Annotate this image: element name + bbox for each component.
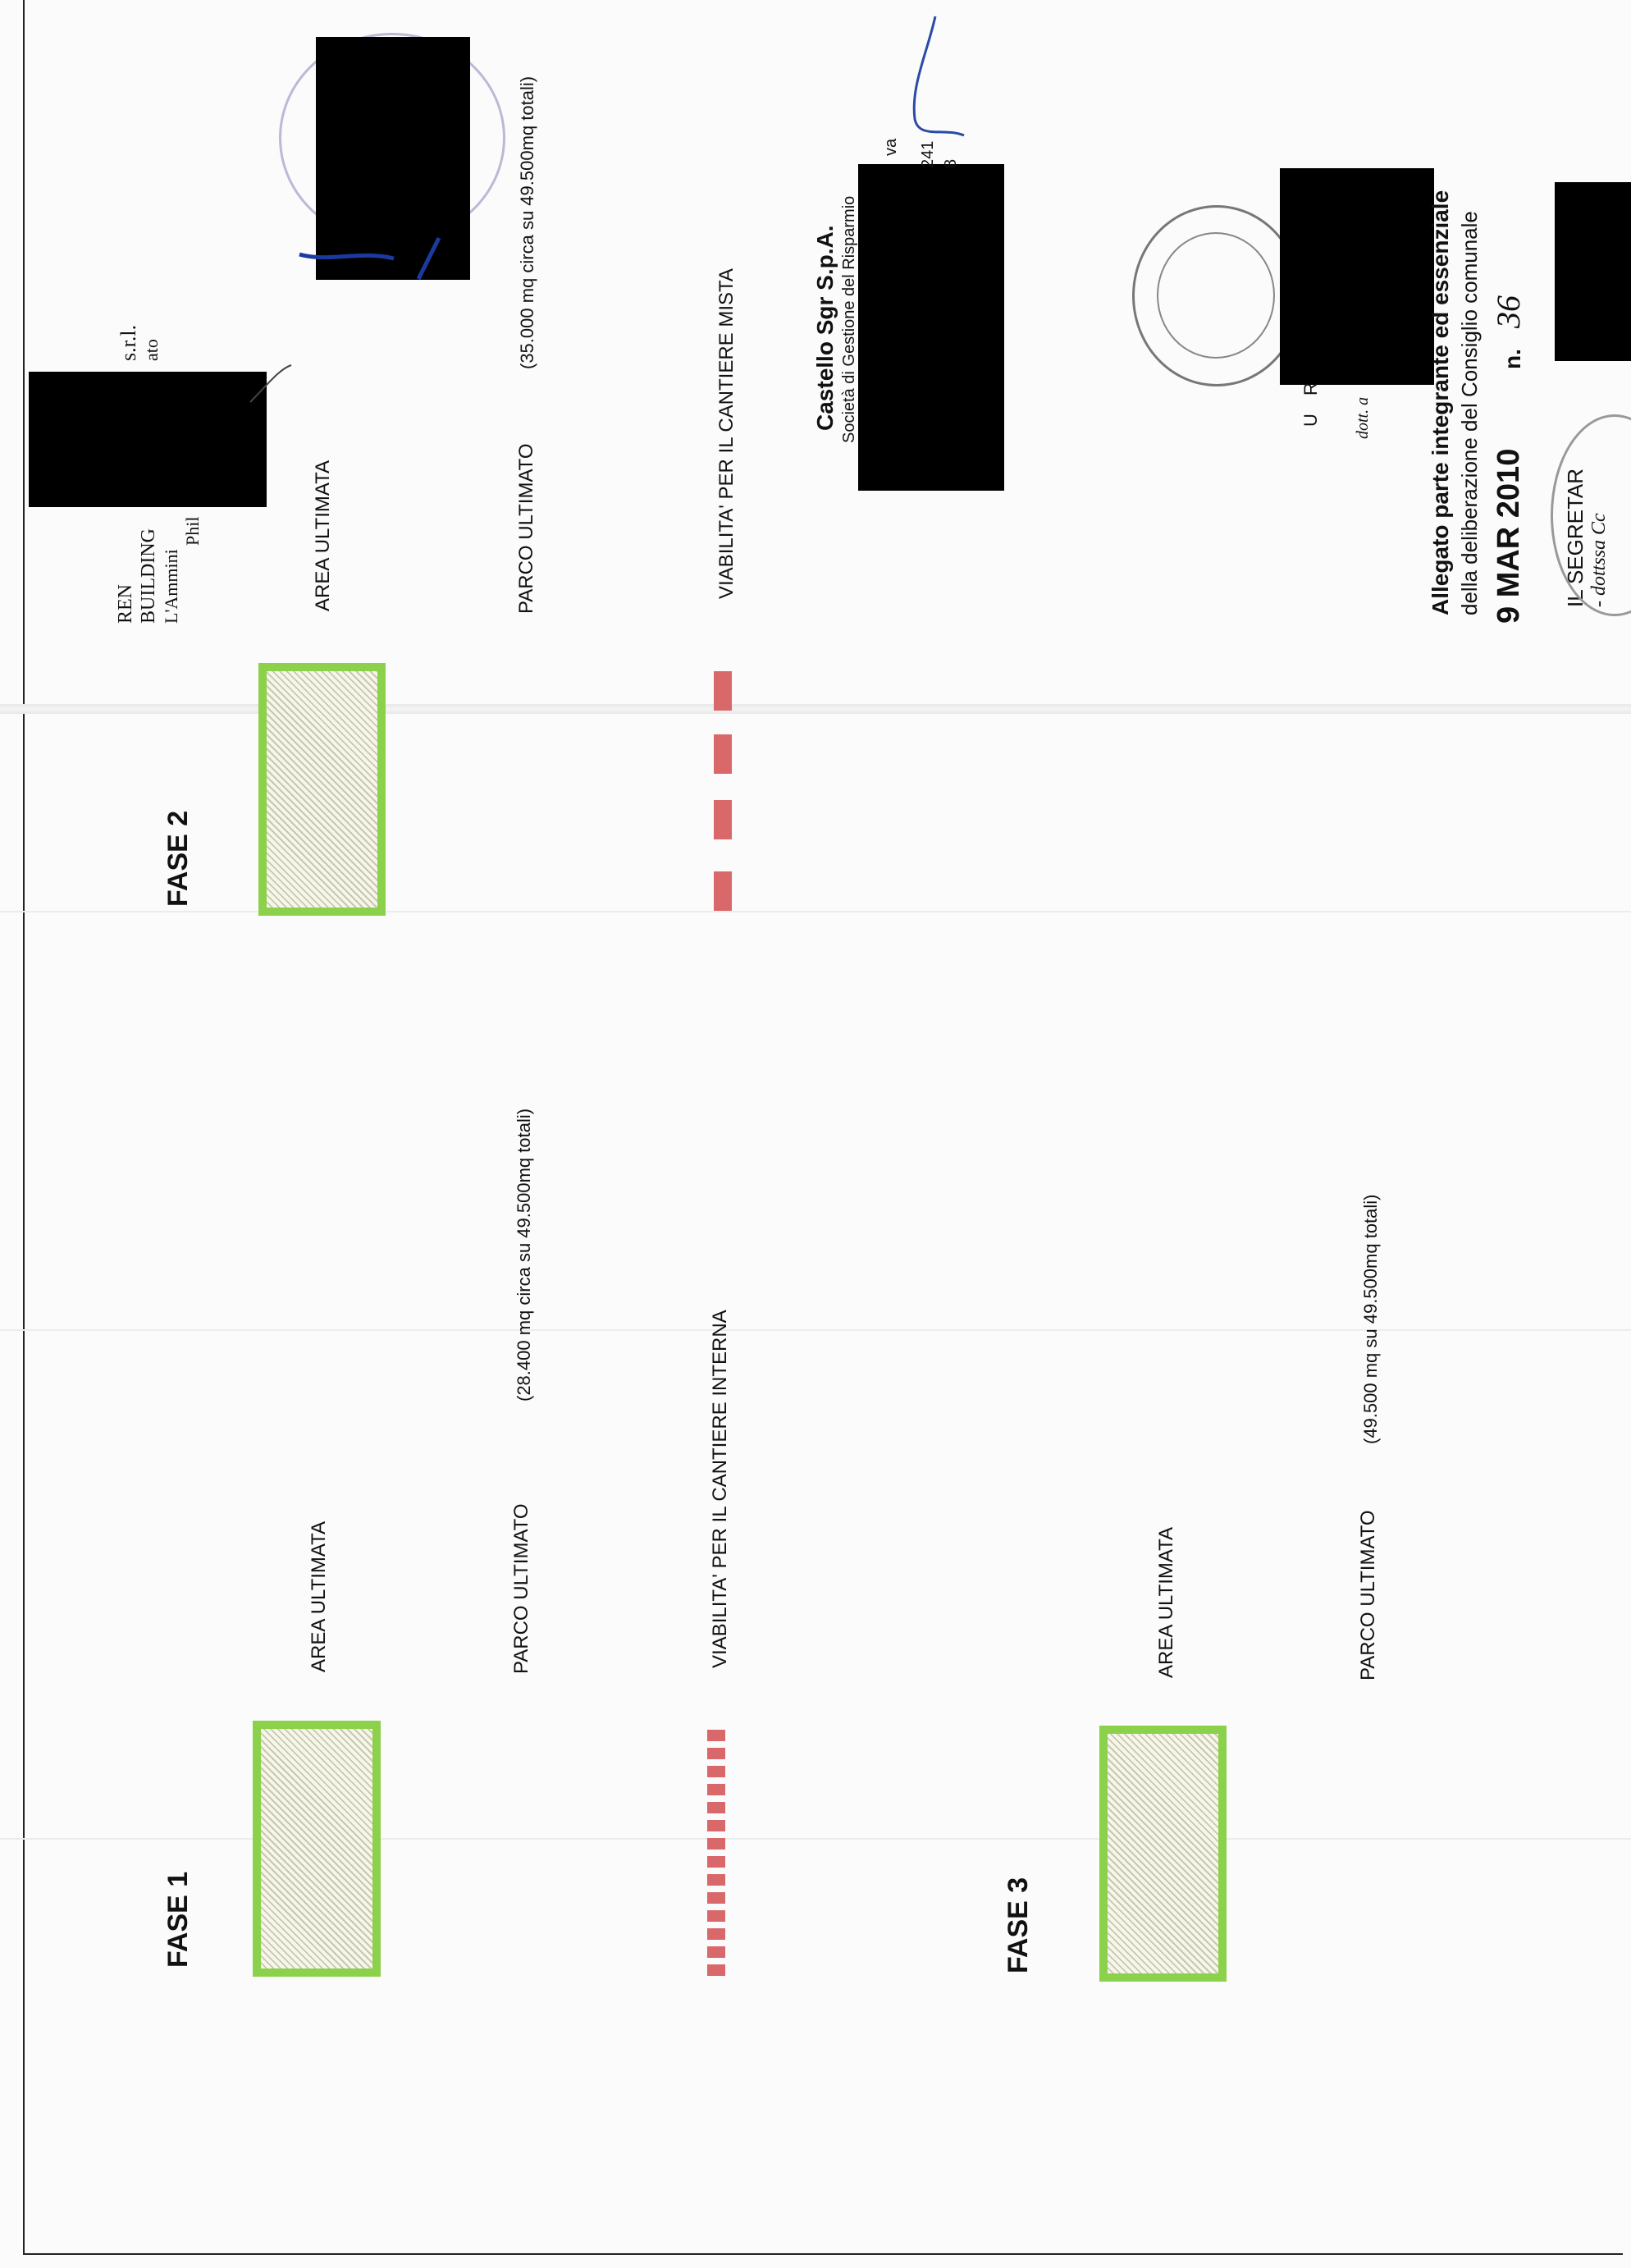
- fase1-title: FASE 1: [162, 1871, 194, 1968]
- redaction-block: [29, 372, 267, 507]
- fase1-parco-note: (28.400 mq circa su 49.500mq totali): [514, 1108, 534, 1401]
- fase3-area-swatch: [1099, 1726, 1227, 1982]
- name-partial: Phil: [182, 516, 203, 546]
- fase2-viabilita-label: VIABILITA' PER IL CANTIERE MISTA: [715, 268, 738, 599]
- castello-fragment-c: 8: [942, 158, 960, 168]
- road-internal-dash: [707, 1892, 725, 1904]
- comune-stamp-inner: [1157, 232, 1275, 359]
- signature-stroke: [878, 12, 968, 144]
- redaction-block: [1555, 182, 1631, 361]
- scan-streak: [0, 911, 1631, 912]
- admin-line: L'Ammini: [161, 549, 181, 624]
- company-line-1: REN: [115, 584, 136, 624]
- road-internal-dash: [707, 1730, 725, 1741]
- company-suffix: s.r.l.: [116, 324, 140, 361]
- fase1-area-swatch: [253, 1721, 381, 1977]
- fase1-viabilita-label: VIABILITA' PER IL CANTIERE INTERNA: [709, 1310, 731, 1668]
- signature-stroke: [246, 361, 295, 410]
- admin-suffix: ato: [141, 339, 162, 361]
- fase3-title: FASE 3: [1003, 1877, 1034, 1973]
- castello-subtitle: Società di Gestione del Risparmio: [840, 195, 858, 443]
- castello-name: Castello Sgr S.p.A.: [812, 225, 838, 431]
- road-internal-dash: [707, 1838, 725, 1850]
- segretario-label: IL SEGRETAR: [1563, 468, 1588, 607]
- fase1-parco-label: PARCO ULTIMATO: [510, 1503, 532, 1674]
- road-mixed-dash: [714, 800, 732, 839]
- fase2-title: FASE 2: [162, 810, 194, 907]
- fase1-area-label: AREA ULTIMATA: [308, 1520, 330, 1672]
- road-internal-dash: [707, 1820, 725, 1831]
- fase2-parco-label: PARCO ULTIMATO: [515, 443, 537, 614]
- road-internal-dash: [707, 1856, 725, 1868]
- road-internal-dash: [707, 1748, 725, 1759]
- castello-fragment-a: va: [882, 138, 900, 156]
- fase2-area-label: AREA ULTIMATA: [312, 460, 334, 611]
- fase3-parco-note: (49.500 mq su 49.500mq totali): [1360, 1194, 1381, 1444]
- road-internal-dash: [707, 1928, 725, 1940]
- fase3-area-label: AREA ULTIMATA: [1155, 1526, 1177, 1678]
- road-mixed-dash: [714, 734, 732, 774]
- date-stamp: 9 MAR 2010: [1492, 448, 1526, 624]
- scan-streak: [0, 1329, 1631, 1331]
- redaction-block: [1280, 168, 1434, 385]
- road-internal-dash: [707, 1964, 725, 1976]
- dottssa-label: - dottssa Cc: [1588, 513, 1610, 607]
- redaction-block: [858, 164, 1004, 491]
- fase2-area-swatch: [258, 663, 386, 916]
- castello-fragment-b: 241: [919, 140, 937, 168]
- ur-fragment: U R: [1300, 376, 1321, 427]
- n-label: n.: [1500, 349, 1525, 369]
- company-line-2: BUILDING: [138, 528, 159, 624]
- signature-stroke: [295, 230, 459, 304]
- road-internal-dash: [707, 1784, 725, 1795]
- road-internal-dash: [707, 1802, 725, 1813]
- road-internal-dash: [707, 1910, 725, 1922]
- n-value: 36: [1490, 295, 1527, 328]
- road-internal-dash: [707, 1946, 725, 1958]
- fase2-parco-note: (35.000 mq circa su 49.500mq totali): [517, 75, 537, 369]
- dott-fragment: dott. a: [1354, 396, 1372, 439]
- allegato-line-2: della deliberazione del Consiglio comunale: [1457, 211, 1482, 615]
- road-internal-dash: [707, 1874, 725, 1886]
- road-mixed-dash: [714, 671, 732, 711]
- road-internal-dash: [707, 1766, 725, 1777]
- fase3-parco-label: PARCO ULTIMATO: [1357, 1510, 1379, 1680]
- allegato-line-1: Allegato parte integrante ed essenziale: [1428, 190, 1453, 615]
- fold-line: [0, 704, 1631, 714]
- scan-streak: [0, 1838, 1631, 1840]
- road-mixed-dash: [714, 871, 732, 911]
